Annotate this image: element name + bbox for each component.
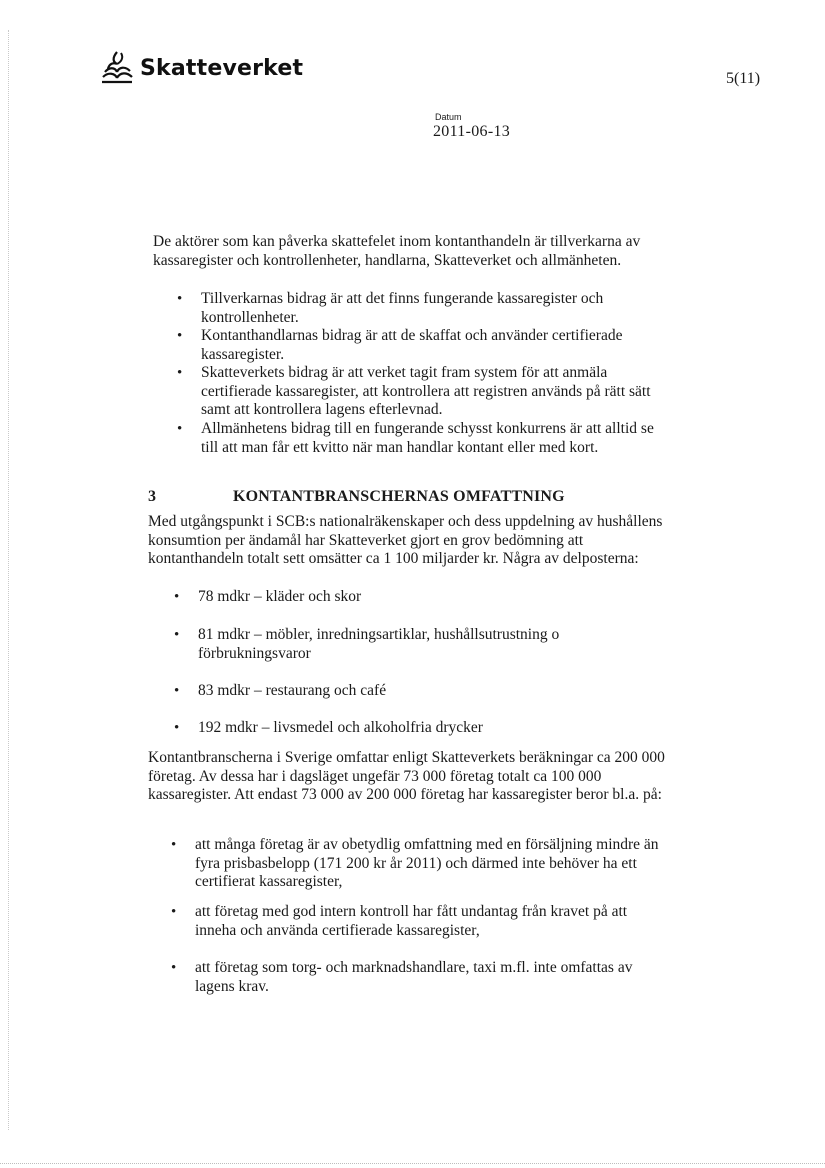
intro-paragraph: De aktörer som kan påverka skattefelet inom kontanthandeln är tillverkarna av kassaregister och kontrollenheter, handlarna, Skatteverket och allmänheten.: [153, 233, 641, 269]
list-item: [171, 903, 655, 940]
list-item: [174, 626, 598, 663]
bullet-icon: •: [177, 421, 183, 437]
list-item: [171, 959, 655, 996]
list-item: [174, 682, 648, 701]
logo-text: Skatteverket: [140, 55, 304, 81]
page-number: 5(11): [726, 70, 761, 87]
list-item: [177, 327, 651, 364]
bullet-icon: •: [171, 837, 177, 853]
list-item-text: Kontanthandlarnas bidrag är att de skaffat och använder certifierade kassaregister.: [201, 327, 623, 363]
section-paragraph-2: Kontantbranscherna i Sverige omfattar enligt Skatteverkets beräkningar ca 200 000 företag. Av dessa har i dagsläget ungefär 73 000 företag totalt ca 100 000 kassaregister. Att endast 73 000 av 200 000 företag har kassaregister beror bl.a. på:: [148, 749, 665, 804]
list-item-text: Skatteverkets bidrag är att verket tagit fram system för att anmäla certifierade kassaregister, att kontrollera att registren används på rätt sätt samt att kontrollera lagens efterlevnad.: [201, 364, 651, 419]
bullet-icon: •: [174, 720, 180, 736]
section-title: KONTANTBRANSCHERNAS OMFATTNING: [233, 488, 565, 505]
bullet-icon: •: [177, 365, 183, 381]
list-item: [177, 420, 671, 457]
list-item-text: 192 mdkr – livsmedel och alkoholfria drycker: [198, 719, 483, 736]
date-value: 2011-06-13: [433, 123, 511, 140]
bullet-icon: •: [174, 683, 180, 699]
list-item-text: att företag med god intern kontroll har fått undantag från kravet på att inneha och använda certifierade kassaregister,: [195, 903, 628, 939]
bullet-icon: •: [174, 627, 180, 643]
list-item: [174, 719, 648, 738]
list-item-text: Tillverkarnas bidrag är att det finns fungerande kassaregister och kontrollenheter.: [201, 290, 604, 326]
list-item: [174, 588, 648, 607]
bullet-icon: •: [171, 960, 177, 976]
list-item-text: att företag som torg- och marknadshandlare, taxi m.fl. inte omfattas av lagens krav.: [195, 959, 633, 995]
list-item-text: 81 mdkr – möbler, inredningsartiklar, hushållsutrustning o förbrukningsvaror: [198, 626, 560, 662]
section-number: 3: [148, 488, 156, 505]
list-item: [177, 364, 661, 420]
bullet-icon: •: [177, 328, 183, 344]
skatteverket-logo: [100, 48, 303, 88]
list-item-text: att många företag är av obetydlig omfattning med en försäljning mindre än fyra prisbasbelopp (171 200 kr år 2011) och därmed inte behöver ha ett certifierat kassaregister,: [195, 836, 659, 891]
list-item: [171, 836, 675, 892]
scan-edge-bottom: [0, 1163, 825, 1165]
list-item: [177, 290, 651, 327]
list-item-text: 78 mdkr – kläder och skor: [198, 588, 362, 605]
section-paragraph: Med utgångspunkt i SCB:s nationalräkenskaper och dess uppdelning av hushållens konsumtion per ändamål har Skatteverket gjort en grov bedömning att kontanthandeln totalt sett omsätter ca 1 100 miljarder kr. Några av delposterna:: [148, 513, 663, 568]
bullet-icon: •: [177, 291, 183, 307]
scan-edge: [8, 30, 10, 1130]
list-item-text: Allmänhetens bidrag till en fungerande schysst konkurrens är att alltid se till att man får ett kvitto när man handlar kontant eller med kort.: [201, 420, 654, 456]
skatteverket-logo-icon: [100, 50, 134, 86]
bullet-icon: •: [171, 904, 177, 920]
bullet-icon: •: [174, 589, 180, 605]
date-label: Datum: [435, 112, 462, 122]
list-item-text: 83 mdkr – restaurang och café: [198, 682, 387, 699]
